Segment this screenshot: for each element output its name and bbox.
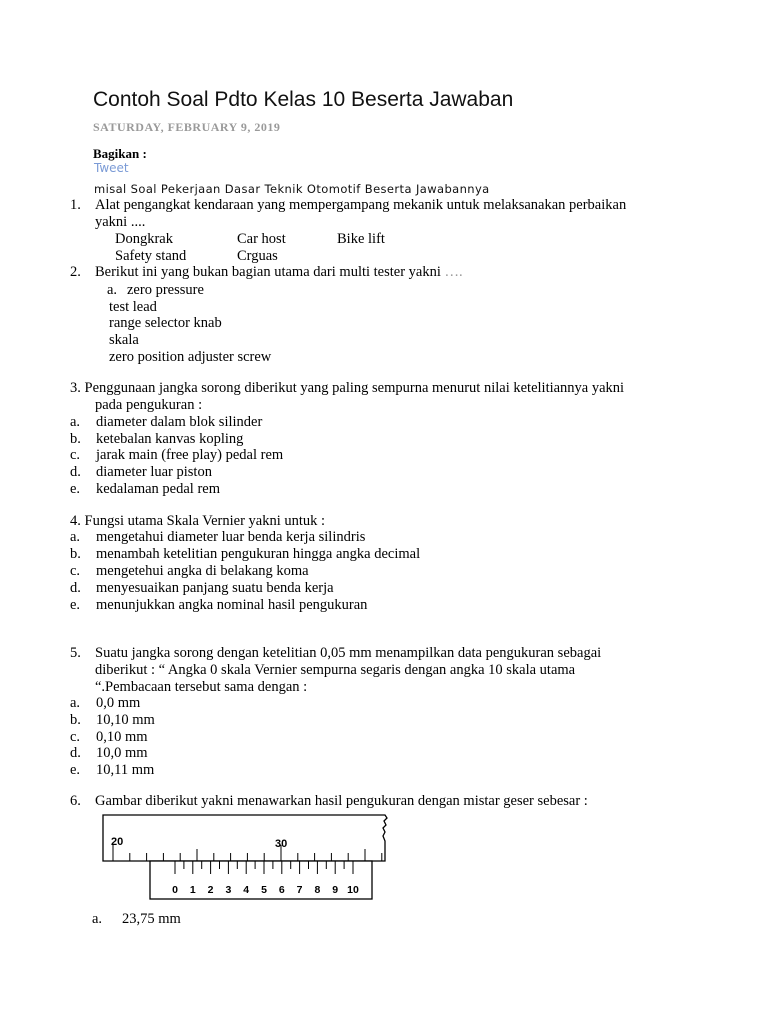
q1-option: Bike lift	[337, 231, 385, 247]
q3-option-letter: b.	[70, 431, 81, 447]
vernier-scale-label: 2	[207, 884, 214, 896]
vernier-scale-label: 7	[296, 884, 303, 896]
q5-option: 10,11 mm	[96, 762, 155, 778]
q5-number: 5.	[70, 645, 81, 661]
q2-option: zero pressure	[127, 282, 204, 298]
q1-text-cont: yakni ....	[95, 214, 146, 230]
vernier-scale-label: 0	[172, 884, 178, 896]
q1-text: Alat pengangkat kendaraan yang mempergampang mekanik untuk melaksanakan perbaikan	[95, 197, 627, 213]
q6-text: Gambar diberikut yakni menawarkan hasil pengukuran dengan mistar geser sebesar :	[95, 793, 588, 809]
q4-option: mengetehui angka di belakang koma	[96, 563, 309, 579]
share-label: Bagikan :	[93, 146, 147, 161]
q2-text: Berikut ini yang bukan bagian utama dari multi tester yakni ….	[95, 264, 463, 280]
q2-option: skala	[109, 332, 139, 348]
q3-option: kedalaman pedal rem	[96, 481, 220, 497]
q2-option-a-letter: a.	[107, 282, 118, 298]
q5-option-letter: c.	[70, 729, 81, 745]
q2-option: test lead	[109, 299, 157, 315]
q1-option: Car host	[237, 231, 286, 247]
q4-option: menyesuaikan panjang suatu benda kerja	[96, 580, 334, 596]
q5-text-cont: “.Pembacaan tersebut sama dengan :	[95, 679, 308, 695]
q3-option: diameter dalam blok silinder	[96, 414, 263, 430]
main-scale-body	[103, 815, 387, 861]
q5-option: 0,10 mm	[96, 729, 148, 745]
q1-number: 1.	[70, 197, 81, 213]
q1-option: Crguas	[237, 248, 278, 264]
vernier-scale-label: 8	[314, 884, 321, 896]
page-title: Contoh Soal Pdto Kelas 10 Beserta Jawaban	[93, 88, 514, 111]
tweet-button[interactable]: Tweet	[94, 161, 129, 175]
q3-text: 3. Penggunaan jangka sorong diberikut yang paling sempurna menurut nilai ketelitiannya yakni	[70, 380, 625, 396]
vernier-scale-label: 4	[243, 884, 250, 896]
main-scale-label: 30	[275, 838, 288, 850]
q3-option-letter: a.	[70, 414, 81, 430]
q5-option: 10,0 mm	[96, 745, 148, 761]
q4-option-letter: d.	[70, 580, 81, 596]
q3-option-letter: c.	[70, 447, 81, 463]
q1-option: Dongkrak	[115, 231, 173, 247]
q6-option-letter: a.	[92, 911, 103, 927]
q4-text: 4. Fungsi utama Skala Vernier yakni untuk :	[70, 513, 326, 529]
vernier-scale-label: 1	[189, 884, 196, 896]
q5-option-letter: e.	[70, 762, 81, 778]
vernier-caliper-image	[100, 811, 395, 903]
q3-option: diameter luar piston	[96, 464, 212, 480]
q5-option: 0,0 mm	[96, 695, 141, 711]
vernier-scale-label: 6	[278, 884, 285, 896]
q4-option-letter: b.	[70, 546, 81, 562]
q3-option-letter: d.	[70, 464, 81, 480]
q3-option: ketebalan kanvas kopling	[96, 431, 244, 447]
q6-option: 23,75 mm	[122, 911, 181, 927]
q5-text: Suatu jangka sorong dengan ketelitian 0,05 mm menampilkan data pengukuran sebagai	[95, 645, 602, 661]
q1-option: Safety stand	[115, 248, 187, 264]
q5-option-letter: b.	[70, 712, 81, 728]
q3-option: jarak main (free play) pedal rem	[96, 447, 284, 463]
q5-option-letter: a.	[70, 695, 81, 711]
q4-option: mengetahui diameter luar benda kerja silindris	[96, 529, 366, 545]
vernier-scale-label: 9	[332, 884, 339, 896]
q4-option: menambah ketelitian pengukuran hingga angka decimal	[96, 546, 421, 562]
q2-option: zero position adjuster screw	[109, 349, 272, 365]
post-date: SATURDAY, FEBRUARY 9, 2019	[93, 120, 281, 134]
intro-text: misal Soal Pekerjaan Dasar Teknik Otomotif Beserta Jawabannya	[94, 182, 490, 196]
q4-option-letter: e.	[70, 597, 81, 613]
vernier-scale-label: 10	[347, 884, 359, 896]
q3-text-cont: pada pengukuran :	[95, 397, 203, 413]
vernier-scale-label: 5	[261, 884, 267, 896]
q4-option: menunjukkan angka nominal hasil pengukuran	[96, 597, 368, 613]
q5-option: 10,10 mm	[96, 712, 155, 728]
q5-option-letter: d.	[70, 745, 81, 761]
vernier-scale-label: 3	[225, 884, 232, 896]
q3-option-letter: e.	[70, 481, 81, 497]
q6-number: 6.	[70, 793, 81, 809]
q5-text-cont: diberikut : “ Angka 0 skala Vernier sempurna segaris dengan angka 10 skala utama	[95, 662, 576, 678]
q4-option-letter: a.	[70, 529, 81, 545]
q2-option: range selector knab	[109, 315, 222, 331]
q2-number: 2.	[70, 264, 81, 280]
main-scale-label: 20	[111, 836, 124, 848]
q4-option-letter: c.	[70, 563, 81, 579]
